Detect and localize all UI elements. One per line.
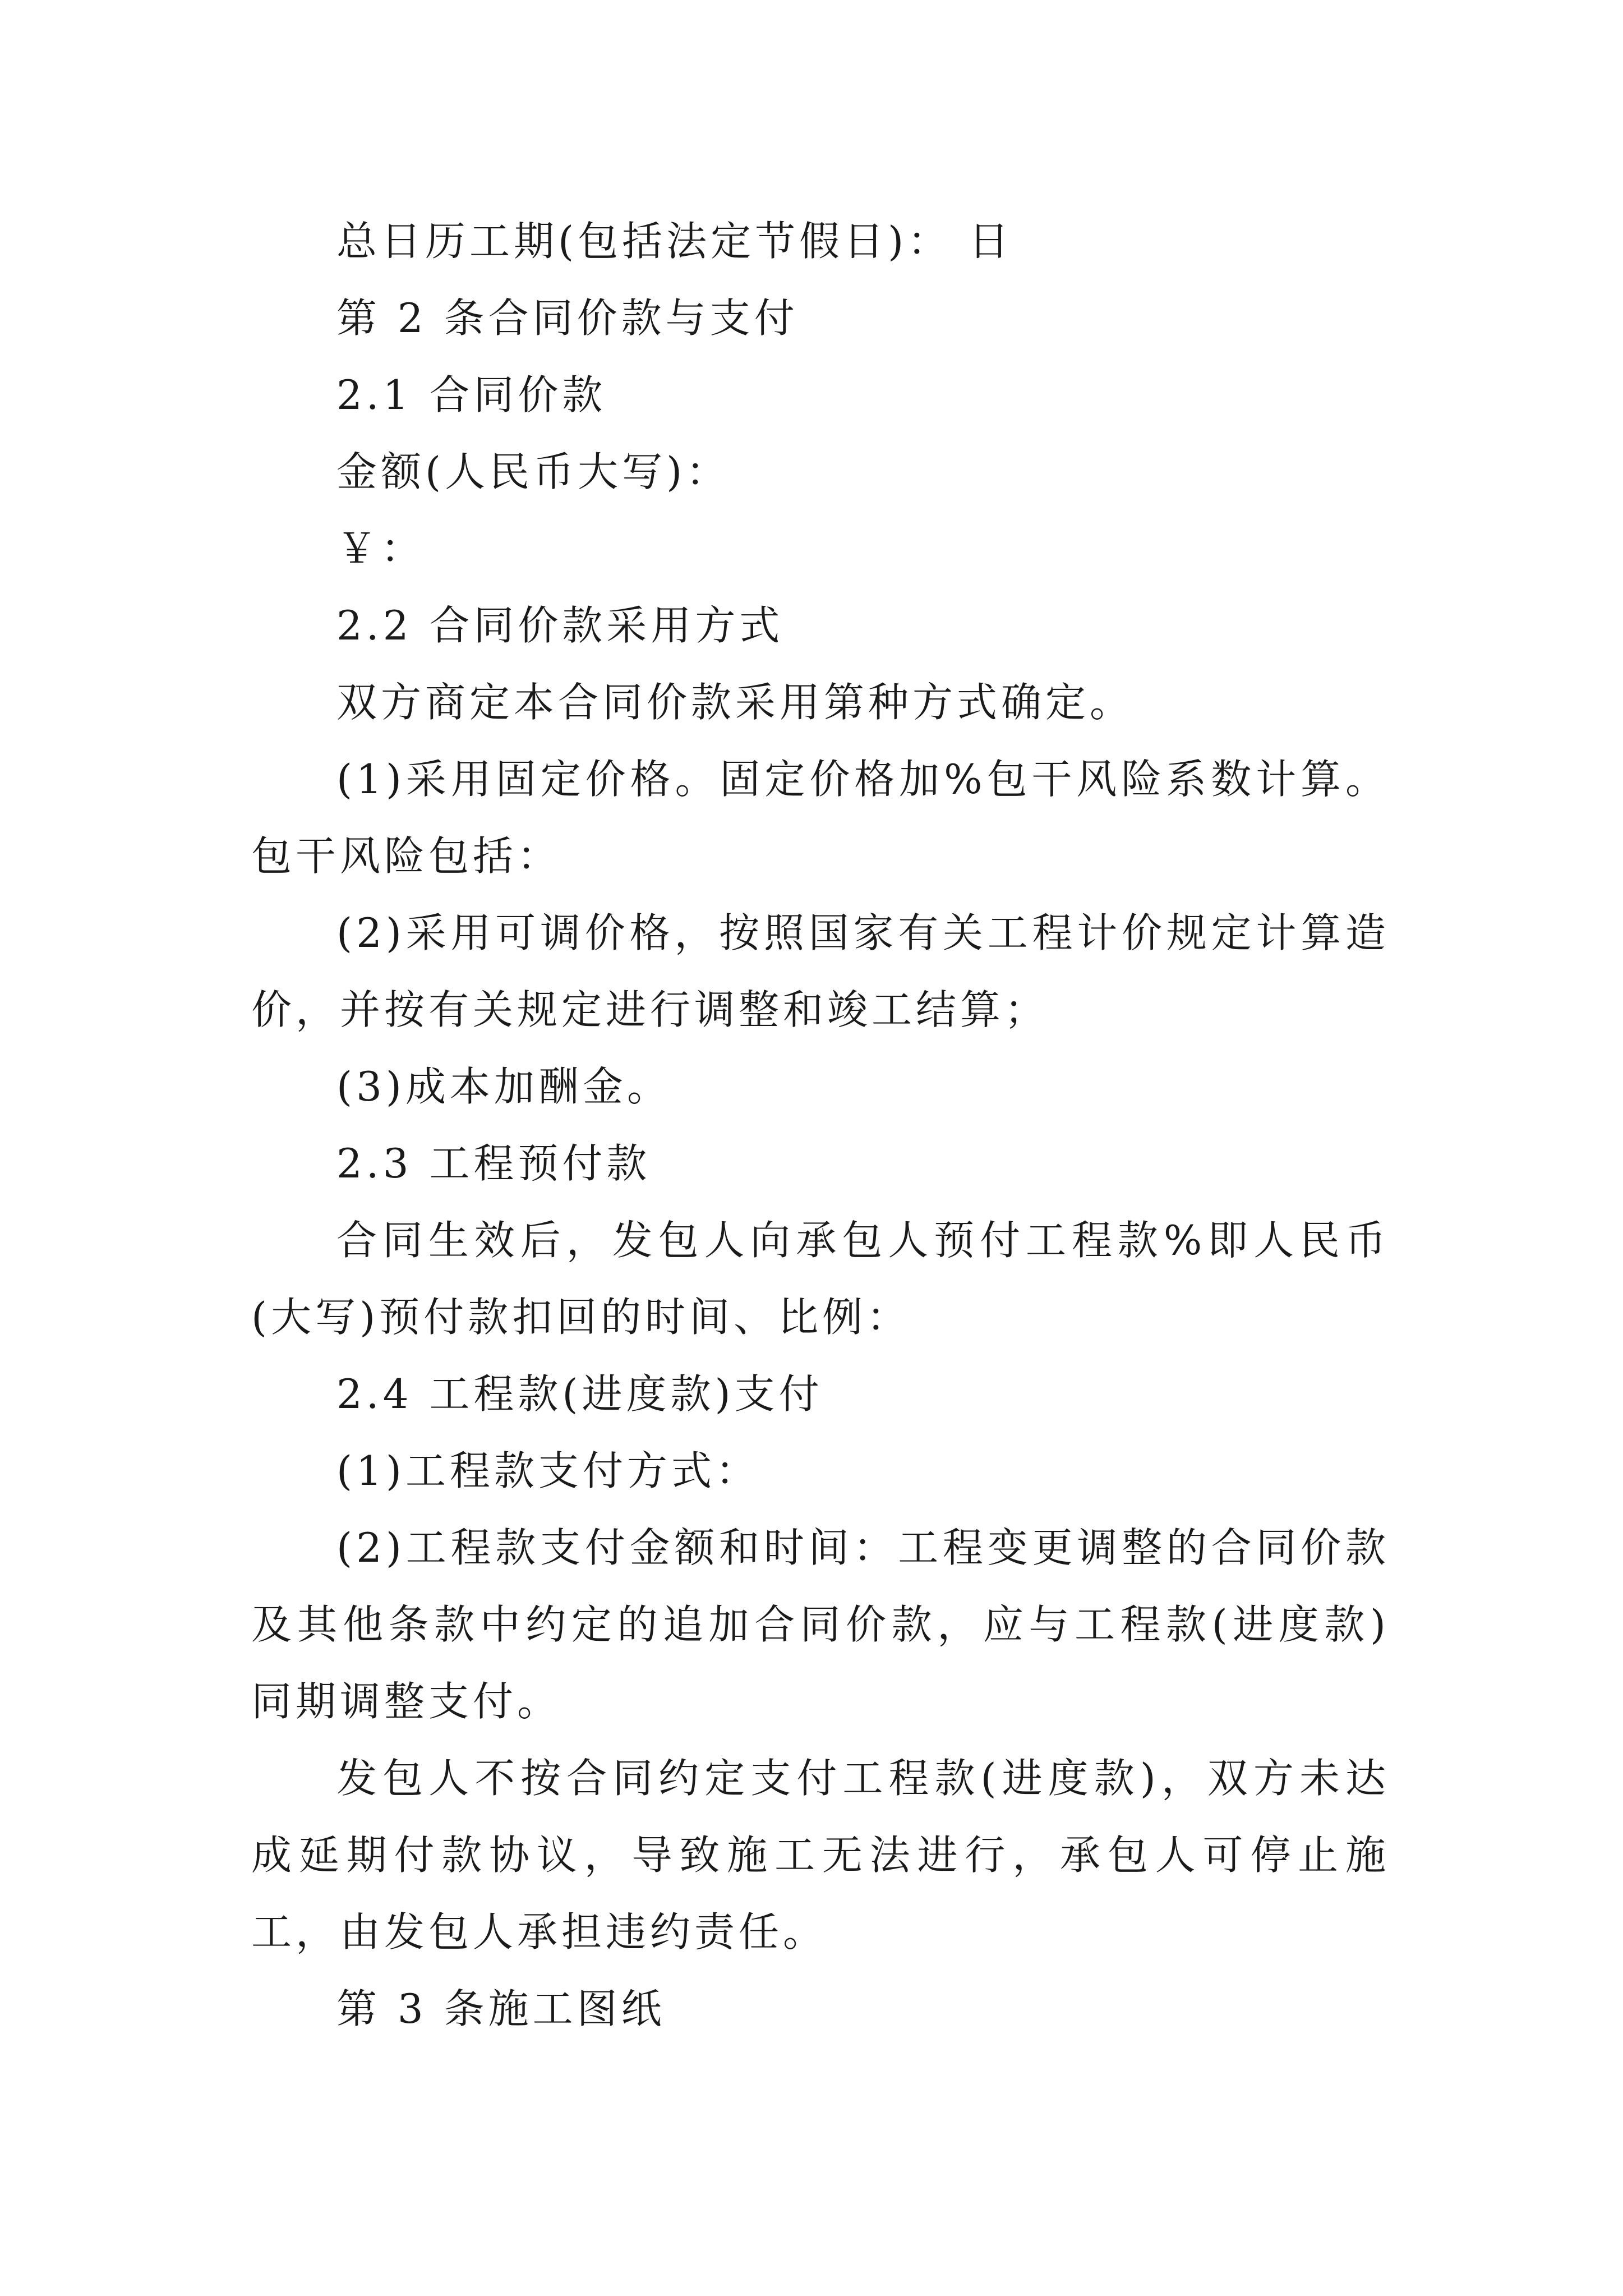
- heading-2-2: 2.2 合同价款采用方式: [336, 602, 784, 649]
- paragraph-method-choice: 双方商定本合同价款采用第种方式确定。: [336, 679, 1135, 726]
- contract-text: [251, 203, 1390, 2047]
- paragraph-fixed-price: (1)采用固定价格。固定价格加%包干风险系数计算。包干风险包括：: [251, 756, 1390, 880]
- heading-article-3: 第 3 条施工图纸: [336, 1985, 666, 2032]
- paragraph-cost-plus: (3)成本加酬金。: [336, 1063, 671, 1110]
- heading-2-3: 2.3 工程预付款: [336, 1140, 651, 1187]
- heading-article-2: 第 2 条合同价款与支付: [336, 295, 799, 342]
- paragraph-payment-amount-time: (2)工程款支付金额和时间：工程变更调整的合同价款及其他条款中约定的追加合同价款，应与工程款(进度款)同期调整支付。: [251, 1524, 1390, 1725]
- paragraph-breach-liability: 发包人不按合同约定支付工程款(进度款)，双方未达成延期付款协议，导致施工无法进行，承包人可停止施工，由发包人承担违约责任。: [251, 1755, 1390, 1955]
- paragraph-advance-payment: 合同生效后，发包人向承包人预付工程款%即人民币(大写)预付款扣回的时间、比例：: [251, 1217, 1390, 1341]
- heading-2-1: 2.1 合同价款: [336, 371, 607, 418]
- heading-2-4: 2.4 工程款(进度款)支付: [336, 1370, 823, 1418]
- paragraph-amount-yen: ￥：: [336, 525, 426, 572]
- paragraph-adjustable-price: (2)采用可调价格，按照国家有关工程计价规定计算造价，并按有关规定进行调整和竣工结算；: [251, 909, 1390, 1033]
- paragraph-payment-method: (1)工程款支付方式：: [336, 1447, 760, 1494]
- paragraph-amount-uppercase: 金额(人民币大写)：: [336, 448, 731, 495]
- paragraph-total-duration: 总日历工期(包括法定节假日)： 日: [336, 218, 1013, 265]
